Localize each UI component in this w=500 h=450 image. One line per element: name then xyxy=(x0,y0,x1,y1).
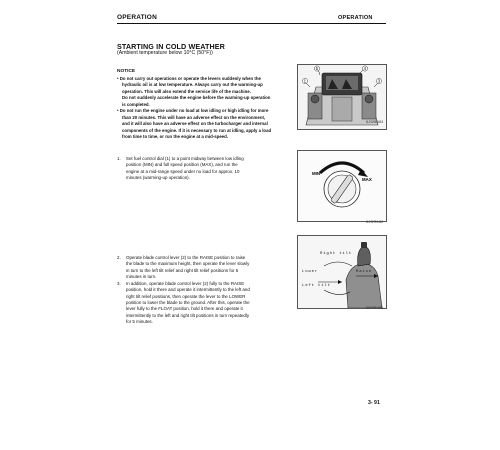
raise-label: Raise xyxy=(356,270,373,274)
figure-id: 9J5M8483 xyxy=(366,121,384,125)
step-1 xyxy=(117,156,293,186)
notice-line: components of the engine. If it is necessary to run at idling, apply a load xyxy=(122,127,272,133)
step-line: Operate blade control lever (2) to the RAISE position to raise xyxy=(126,255,246,260)
step-3 xyxy=(117,281,293,327)
notice-line: • Do not carry out operations or operate the levers suddenly when the xyxy=(117,76,261,81)
page-number: 3- 91 xyxy=(368,400,380,406)
callout-1: 1 xyxy=(303,78,307,84)
figure-id: 9J5M5192 xyxy=(366,221,384,225)
header-left-title: OPERATION xyxy=(117,14,157,21)
notice-line: from time to time, or run the engine at a mid-speed. xyxy=(122,134,228,140)
step-line: for 5 minutes. xyxy=(126,319,153,325)
step-line: in turn to the left tilt relief and right tilt relief positions for 5 xyxy=(126,267,239,273)
min-label: MIN xyxy=(312,171,321,176)
step-2 xyxy=(117,255,293,281)
step-line: minutes in turn. xyxy=(126,274,157,280)
step-line: intermittently to the left and right tilt positions in turn repeatedly xyxy=(126,312,250,318)
fuel-dial-figure xyxy=(297,150,387,222)
callout-4: 4 xyxy=(363,66,367,72)
step-line: position to lower the blade to the ground. After this, operate the xyxy=(126,300,250,306)
step-number: 1. xyxy=(117,156,121,161)
blade-lever-figure xyxy=(297,235,387,309)
step-line: position, hold it there and operate it intermittently to the left and xyxy=(126,287,250,293)
section-title: STARTING IN COLD WEATHER xyxy=(117,42,225,51)
callout-3: 3 xyxy=(377,78,381,84)
step-line: position (MIN) and full speed position (MAX), and run the xyxy=(126,162,238,168)
step-line: minutes (warming-up operation). xyxy=(126,175,190,181)
callout-5: 5 xyxy=(315,66,319,72)
notice-line: hydraulic oil is at low temperature. Always carry out the warming-up xyxy=(122,82,263,88)
step-number: 3. xyxy=(117,281,121,286)
step-line: In addition, operate blade control lever (2) fully to the RAISE xyxy=(126,281,245,286)
notice-heading: NOTICE xyxy=(117,69,136,74)
notice-line: operation. This will also extend the service life of the machine. xyxy=(122,88,251,94)
step-line: Set fuel control dial (1) to a point midway between low idling xyxy=(126,156,244,161)
notice-line: than 20 minutes. This will have an adverse effect on the environment, xyxy=(122,114,266,120)
max-label: MAX xyxy=(362,177,372,182)
figure-id: 9K5M5483 xyxy=(366,307,384,311)
step-line: engine at a mid-range speed under no load for approx. 10 xyxy=(126,168,240,174)
right-tilt-label: Right tilt xyxy=(320,252,353,256)
header-rule xyxy=(117,23,386,24)
step-line: lever fully to the FLOAT position, hold it there and operate it xyxy=(126,306,243,312)
left-tilt-label: Left tilt xyxy=(302,284,331,288)
notice-line: and it will also have an adverse effect on the turbocharger and internal xyxy=(122,121,268,127)
step-line: the blade to the maximum height, then operate the lever slowly xyxy=(126,261,250,267)
notice-line: is completed. xyxy=(122,101,150,107)
step-line: right tilt relief positions, then operate the lever to the LOWER xyxy=(126,293,246,299)
step-number: 2. xyxy=(117,255,121,260)
notice-line: • Do not run the engine under no load at low idling or high idling for more xyxy=(117,108,269,114)
lower-label: Lower xyxy=(302,270,319,274)
notice-line: Do not suddenly accelerate the engine before the warming-up operation xyxy=(122,95,271,101)
header-right-title: OPERATION xyxy=(338,15,373,21)
section-subtitle: (Ambient temperature below 10°C (50°F)) xyxy=(117,50,213,56)
notice-block xyxy=(117,76,289,141)
